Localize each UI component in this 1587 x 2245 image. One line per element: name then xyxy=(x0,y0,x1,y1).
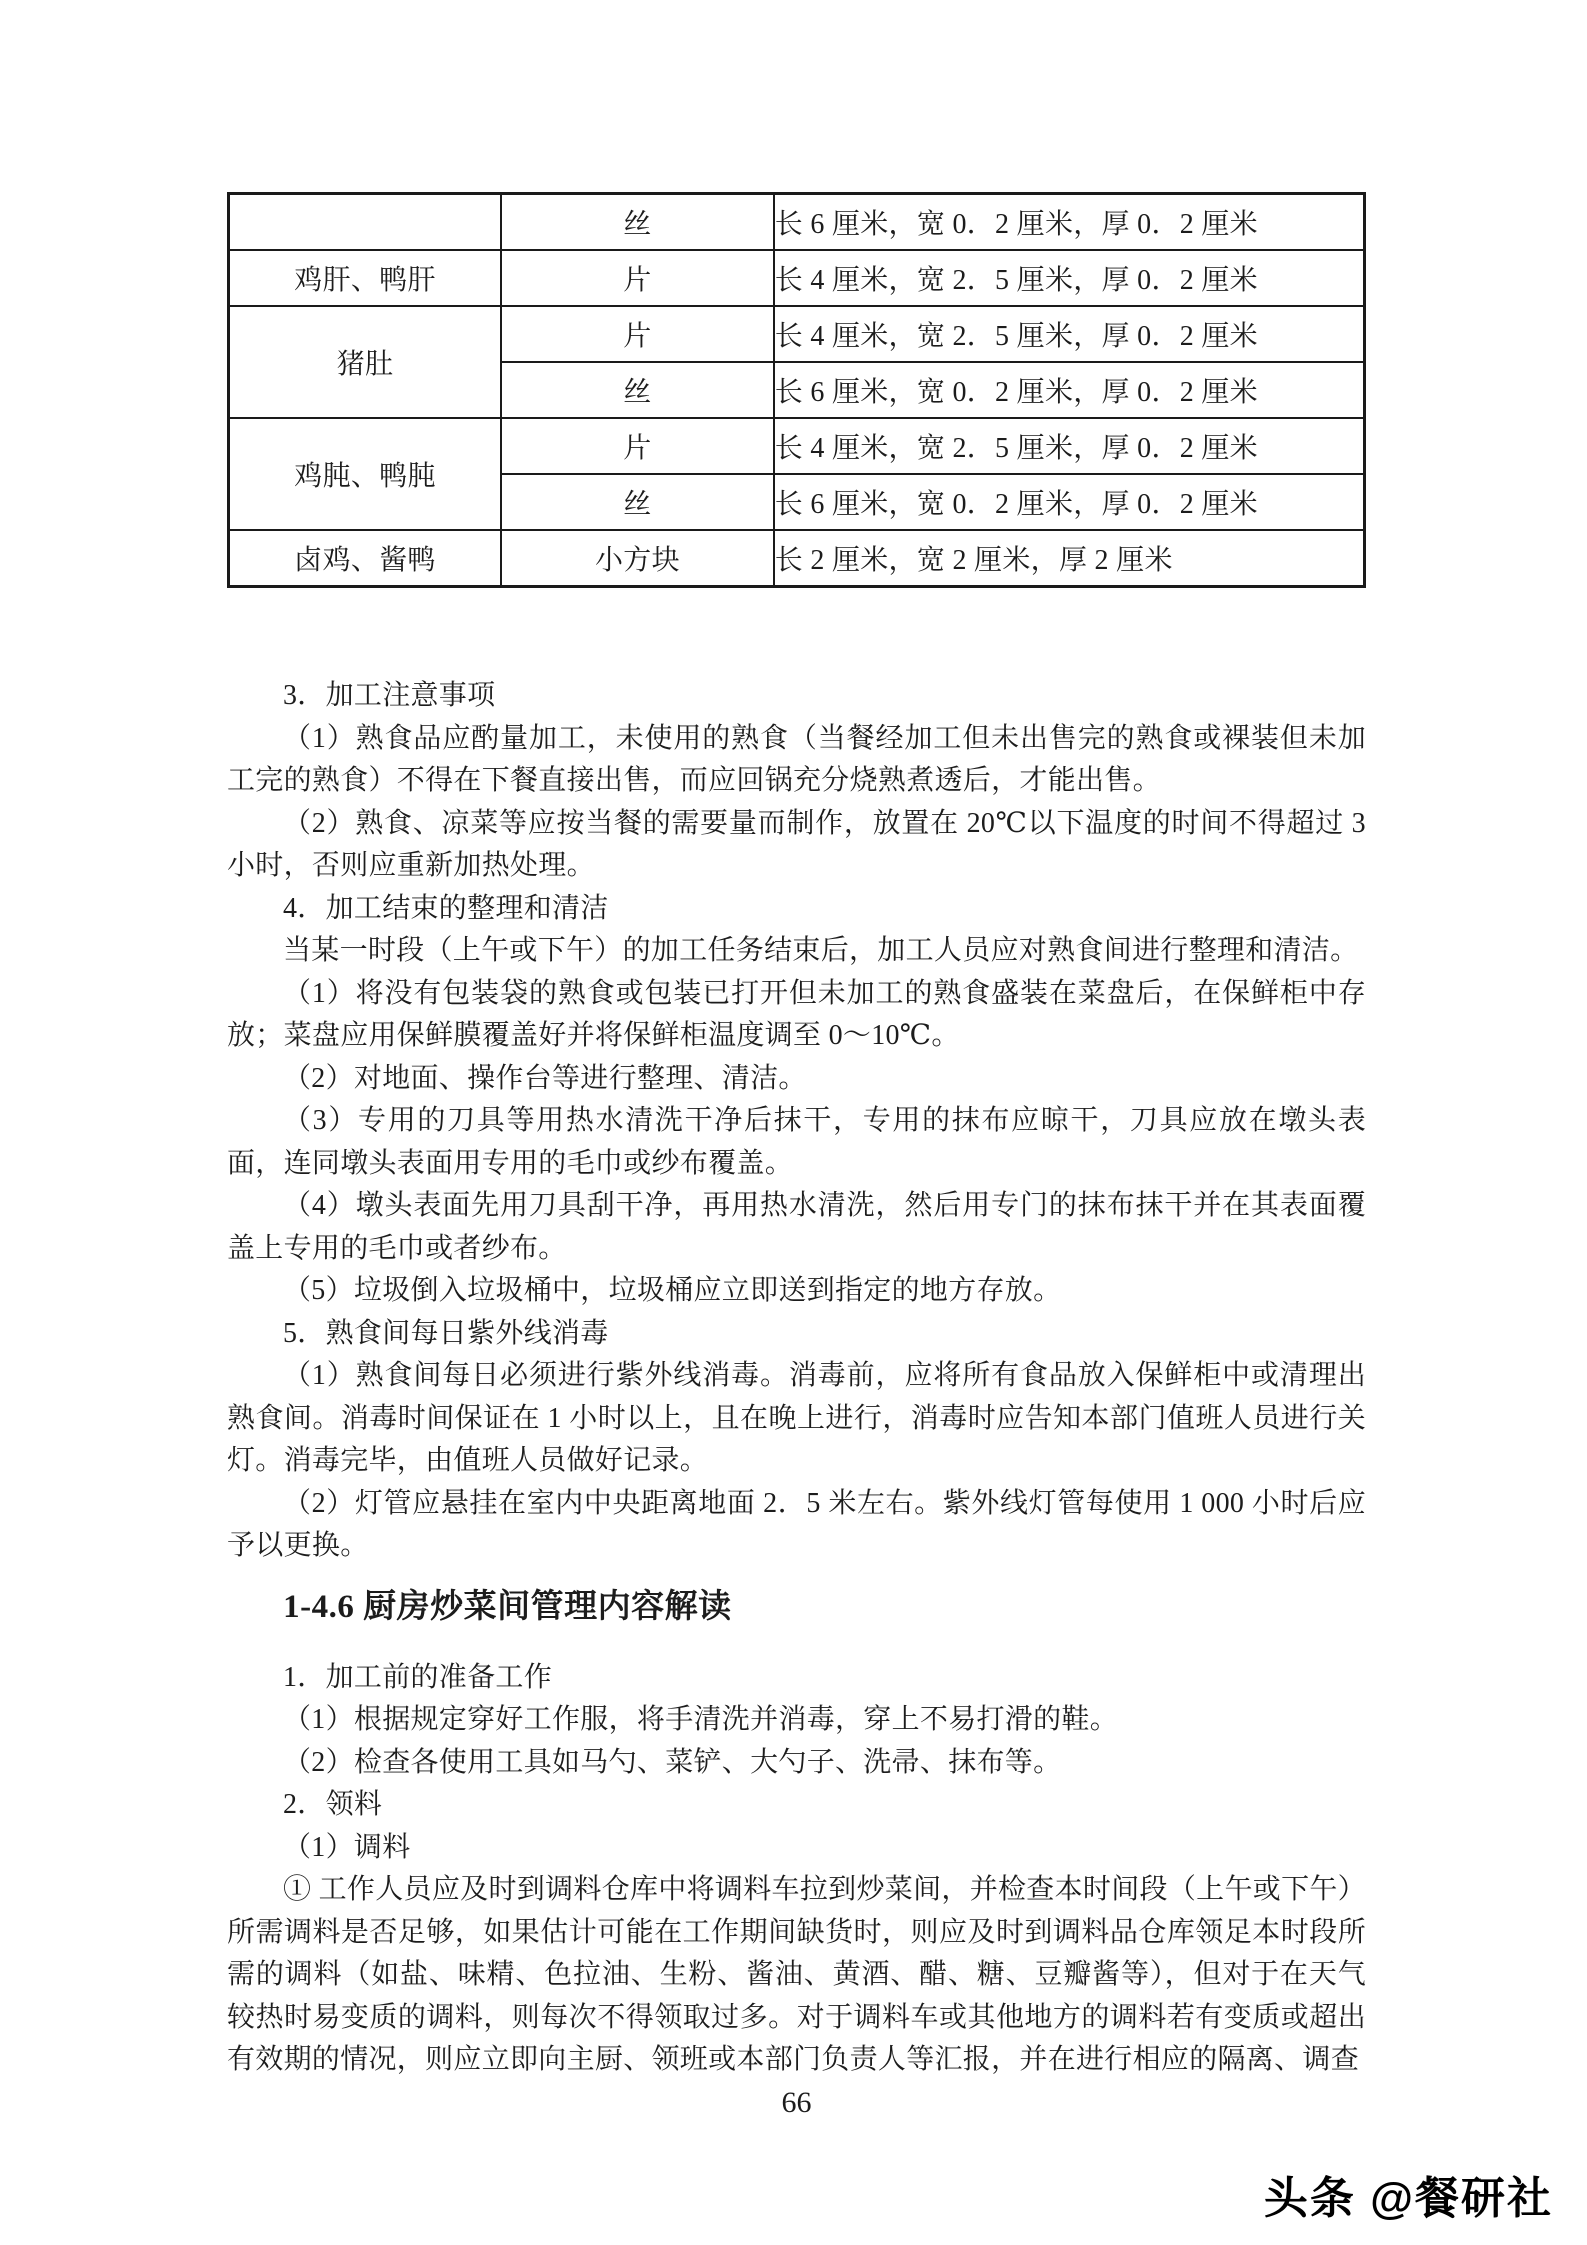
paragraph: （1）将没有包装袋的熟食或包装已打开但未加工的熟食盛装在菜盘后，在保鲜柜中存放；菜盘应用保鲜膜覆盖好并将保鲜柜温度调至 0～10℃。 xyxy=(227,977,1366,1051)
paragraph: （2）灯管应悬挂在室内中央距离地面 2．5 米左右。紫外线灯管每使用 1 000 小时后应予以更换。 xyxy=(227,1487,1366,1561)
paragraph: 5．熟食间每日紫外线消毒 xyxy=(283,1317,609,1349)
spec-cell: 长 6 厘米，宽 0．2 厘米，厚 0．2 厘米 xyxy=(774,362,1365,418)
section-stir-fry-room xyxy=(227,1657,1366,2082)
paragraph: （2）检查各使用工具如马勺、菜铲、大勺子、洗帚、抹布等。 xyxy=(283,1746,1062,1778)
paragraph: 2．领料 xyxy=(283,1789,383,1820)
table-row xyxy=(229,530,1365,587)
item-cell: 猪肚 xyxy=(229,306,502,418)
paragraph: （1）熟食间每日必须进行紫外线消毒。消毒前，应将所有食品放入保鲜柜中或清理出熟食间。消毒时间保证在 1 小时以上，且在晚上进行，消毒时应告知本部门值班人员进行关灯。消毒完毕，由值班人员做好记录。 xyxy=(227,1360,1366,1476)
item-cell: 卤鸡、酱鸭 xyxy=(229,530,502,587)
paragraph: （1）根据规定穿好工作服，将手清洗并消毒，穿上不易打滑的鞋。 xyxy=(283,1704,1119,1735)
page-content xyxy=(227,192,1366,2124)
cut-cell: 小方块 xyxy=(501,530,774,587)
paragraph: 4．加工结束的整理和清洁 xyxy=(283,892,609,924)
cutting-spec-table xyxy=(227,192,1366,588)
item-cell: 鸡肫、鸭肫 xyxy=(229,418,502,530)
item-cell xyxy=(229,194,502,251)
table-row xyxy=(229,306,1365,362)
paragraph: 3．加工注意事项 xyxy=(283,680,496,711)
paragraph: （2）对地面、操作台等进行整理、清洁。 xyxy=(283,1062,807,1094)
section-heading: 1-4.6 厨房炒菜间管理内容解读 xyxy=(283,1588,732,1625)
paragraph: （4）墩头表面先用刀具刮干净，再用热水清洗，然后用专门的抹布抹干并在其表面覆盖上专用的毛巾或者纱布。 xyxy=(227,1190,1366,1264)
spec-cell: 长 6 厘米，宽 0．2 厘米，厚 0．2 厘米 xyxy=(774,474,1365,530)
cut-cell: 片 xyxy=(501,250,774,306)
spec-cell: 长 6 厘米，宽 0．2 厘米，厚 0．2 厘米 xyxy=(774,194,1365,251)
table-row xyxy=(229,194,1365,251)
page-number: 66 xyxy=(781,2085,812,2119)
item-cell: 鸡肝、鸭肝 xyxy=(229,250,502,306)
table-row xyxy=(229,418,1365,474)
paragraph: （3）专用的刀具等用热水清洗干净后抹干，专用的抹布应晾干，刀具应放在墩头表面，连同墩头表面用专用的毛巾或纱布覆盖。 xyxy=(227,1105,1366,1179)
paragraph: 1．加工前的准备工作 xyxy=(283,1661,553,1693)
cut-cell: 丝 xyxy=(501,362,774,418)
spec-cell: 长 4 厘米，宽 2．5 厘米，厚 0．2 厘米 xyxy=(774,306,1365,362)
paragraph: ① 工作人员应及时到调料仓库中将调料车拉到炒菜间，并检查本时间段（上午或下午）所需调料是否足够，如果估计可能在工作期间缺货时，则应及时到调料品仓库领足本时段所需的调料（如盐、味精、色拉油、生粉、酱油、黄酒、醋、糖、豆瓣酱等），但对于在天气较热时易变质的调料，则每次不得领取过多。对于调料车或其他地方的调料若有变质或超出有效期的情况，则应立即向主厨、领班或本部门负责人等汇报，并在进行相应的隔离、调查 xyxy=(227,1874,1366,2075)
table-row xyxy=(229,250,1365,306)
spec-cell: 长 4 厘米，宽 2．5 厘米，厚 0．2 厘米 xyxy=(774,250,1365,306)
spec-cell: 长 4 厘米，宽 2．5 厘米，厚 0．2 厘米 xyxy=(774,418,1365,474)
cut-cell: 片 xyxy=(501,306,774,362)
paragraph: （1）熟食品应酌量加工，未使用的熟食（当餐经加工但未出售完的熟食或裸装但未加工完的熟食）不得在下餐直接出售，而应回锅充分烧熟煮透后，才能出售。 xyxy=(227,722,1366,796)
spec-cell: 长 2 厘米，宽 2 厘米，厚 2 厘米 xyxy=(774,530,1365,587)
cut-cell: 丝 xyxy=(501,474,774,530)
watermark: 头条 @餐研社 xyxy=(1263,2174,1553,2223)
paragraph: （1）调料 xyxy=(283,1831,411,1863)
paragraph: 当某一时段（上午或下午）的加工任务结束后，加工人员应对熟食间进行整理和清洁。 xyxy=(283,935,1359,966)
cut-cell: 丝 xyxy=(501,194,774,251)
cut-cell: 片 xyxy=(501,418,774,474)
paragraph: （2）熟食、凉菜等应按当餐的需要量而制作，放置在 20℃以下温度的时间不得超过 3 小时，否则应重新加热处理。 xyxy=(227,807,1366,881)
paragraph: （5）垃圾倒入垃圾桶中，垃圾桶应立即送到指定的地方存放。 xyxy=(283,1275,1062,1306)
section-processing-notes xyxy=(227,675,1366,1568)
